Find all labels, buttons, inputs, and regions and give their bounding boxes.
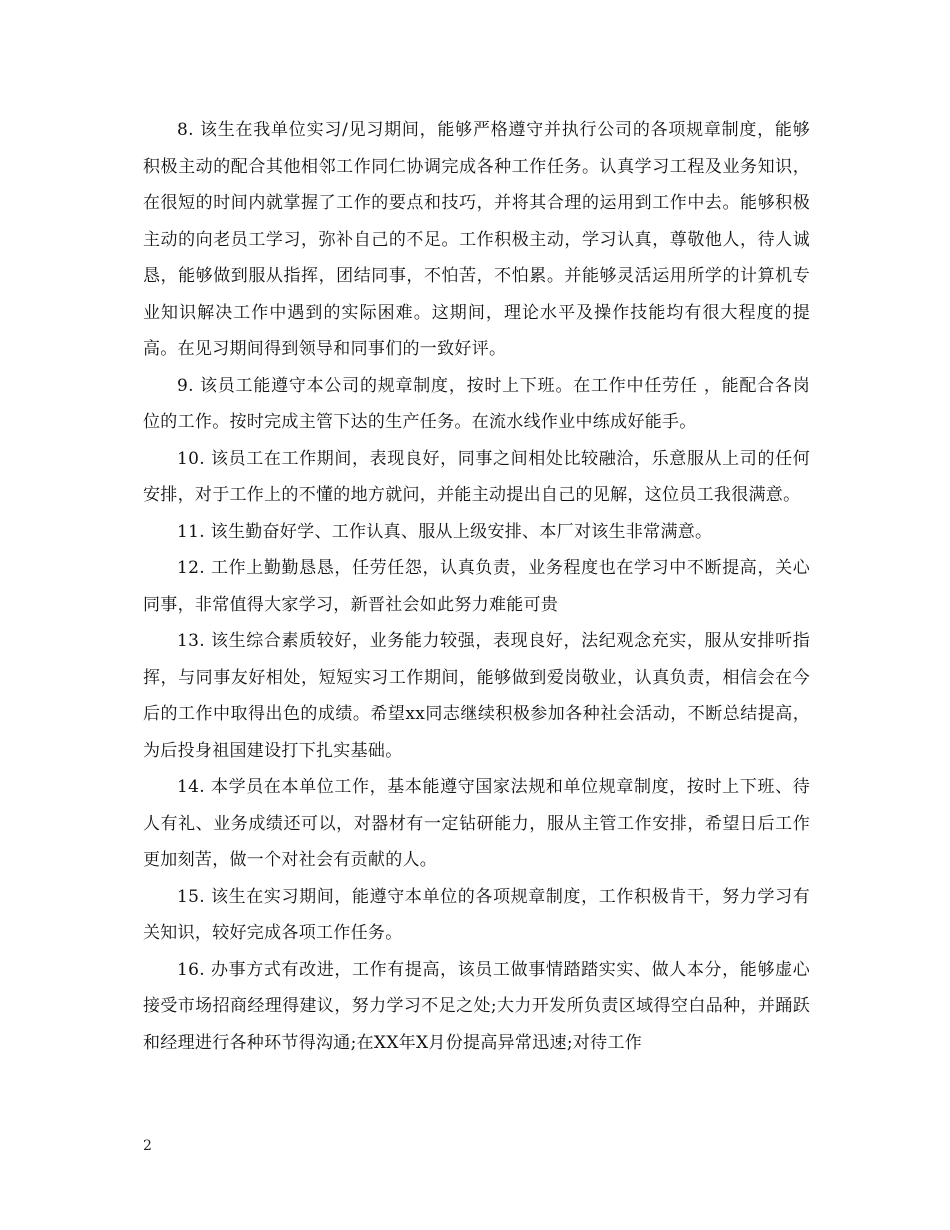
paragraph-item-9: 9. 该员工能遵守本公司的规章制度，按时上下班。在工作中任劳任 ，能配合各岗位的工作。按时完成主管下达的生产任务。在流水线作业中练成好能手。: [143, 375, 810, 432]
paragraph-item-14: 14. 本学员在本单位工作，基本能遵守国家法规和单位规章制度，按时上下班、待人有礼、业务成绩还可以，对器材有一定钻研能力，服从主管工作安排，希望日后工作更加刻苦，做一个对社会有贡献的人。: [143, 777, 810, 870]
document-body: [143, 112, 810, 1061]
page-number: 2: [143, 1138, 152, 1154]
paragraph-item-15: 15. 该生在实习期间，能遵守本单位的各项规章制度，工作积极肯干，努力学习有关知识，较好完成各项工作任务。: [143, 886, 810, 943]
paragraph-item-11: 11. 该生勤奋好学、工作认真、服从上级安排、本厂对该生非常满意。: [177, 521, 713, 542]
paragraph-item-12: 12. 工作上勤勤恳恳，任劳任怨，认真负责，业务程度也在学习中不断提高，关心同事，非常值得大家学习，新晋社会如此努力难能可贵: [143, 558, 810, 615]
paragraph-item-16: 16. 办事方式有改进，工作有提高，该员工做事情踏踏实实、做人本分，能够虚心接受市场招商经理得建议，努力学习不足之处;大力开发所负责区域得空白品种，并踊跃和经理进行各种环节得沟通;在XX年X月份提高异常迅速;对待工作: [143, 959, 810, 1053]
paragraph-item-8: 8. 该生在我单位实习/见习期间，能够严格遵守并执行公司的各项规章制度，能够积极主动的配合其他相邻工作同仁协调完成各种工作任务。认真学习工程及业务知识，在很短的时间内就掌握了工作的要点和技巧，并将其合理的运用到工作中去。能够积极主动的向老员工学习，弥补自己的不足。工作积极主动，学习认真，尊敬他人，待人诚恳，能够做到服从指挥，团结同事，不怕苦，不怕累。并能够灵活运用所学的计算机专业知识解决工作中遇到的实际困难。这期间，理论水平及操作技能均有很大程度的提高。在见习期间得到领导和同事们的一致好评。: [143, 120, 810, 359]
paragraph-item-13: 13. 该生综合素质较好，业务能力较强，表现良好，法纪观念充实，服从安排听指挥，与同事友好相处，短短实习工作期间，能够做到爱岗敬业，认真负责，相信会在今后的工作中取得出色的成绩。希望xx同志继续积极参加各种社会活动，不断总结提高，为后投身祖国建设打下扎实基础。: [143, 631, 810, 761]
paragraph-item-10: 10. 该员工在工作期间，表现良好，同事之间相处比较融洽，乐意服从上司的任何安排，对于工作上的不懂的地方就问，并能主动提出自己的见解，这位员工我很满意。: [143, 448, 810, 505]
